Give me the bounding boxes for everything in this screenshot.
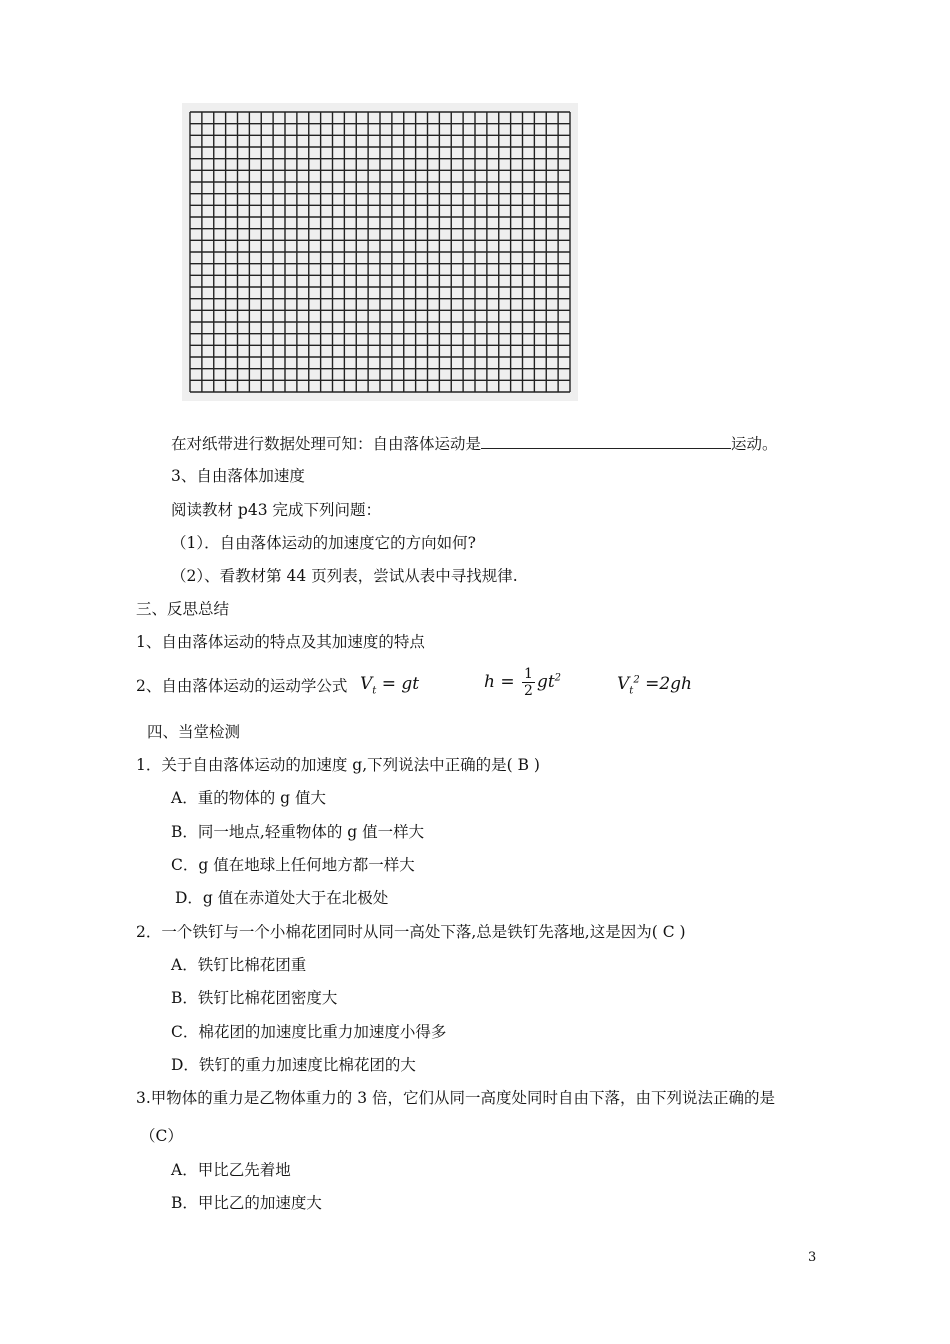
question-2-option-d: D．铁钉的重力加速度比棉花团的大 — [171, 1056, 416, 1074]
question-2-option-b: B．铁钉比棉花团密度大 — [171, 989, 338, 1007]
formula-1-sub: t — [372, 685, 377, 697]
formula-3-symbol: V — [617, 674, 630, 694]
section-3-question-1: （1）．自由落体运动的加速度它的方向如何? — [171, 534, 476, 552]
question-3-option-a: A．甲比乙先着地 — [171, 1161, 291, 1179]
conclusion-prefix: 在对纸带进行数据处理可知：自由落体运动是 — [171, 435, 482, 453]
answer-blank-2[interactable] — [631, 432, 731, 449]
formula-1-symbol: V — [360, 674, 373, 694]
question-2-stem: 2．一个铁钉与一个小棉花团同时从同一高处下落,总是铁钉先落地,这是因为( C ) — [136, 923, 686, 941]
question-1-stem: 1．关于自由落体运动的加速度 g,下列说法中正确的是( B ) — [136, 756, 540, 774]
formula-2-rhs: gt — [536, 672, 555, 692]
formula-2-exponent: 2 — [554, 672, 562, 684]
question-1-option-a: A．重的物体的 g 值大 — [171, 789, 326, 807]
check-title: 四、当堂检测 — [147, 723, 241, 741]
section-3-title: 3、自由落体加速度 — [171, 467, 305, 485]
question-3-option-b: B．甲比乙的加速度大 — [171, 1194, 322, 1212]
question-2-option-c: C．棉花团的加速度比重力加速度小得多 — [171, 1023, 447, 1041]
grid-lines — [188, 110, 572, 394]
reflect-title: 三、反思总结 — [136, 600, 230, 618]
formula-2-lhs: h = — [484, 672, 515, 692]
question-1-option-d: D．g 值在赤道处大于在北极处 — [175, 889, 389, 907]
formula-1-rhs: = gt — [381, 674, 420, 694]
conclusion-suffix: 运动。 — [731, 435, 778, 453]
section-3-question-2: （2）、看教材第 44 页列表，尝试从表中寻找规律. — [171, 567, 518, 585]
conclusion-line — [171, 432, 778, 454]
fraction-denominator: 2 — [524, 683, 533, 699]
formula-3-exponent: 2 — [633, 674, 640, 686]
formula-3-rhs: =2gh — [645, 674, 692, 694]
fraction-numerator: 1 — [524, 666, 533, 682]
reflect-item-2: 2、自由落体运动的运动学公式 — [136, 677, 348, 695]
formula-height — [484, 666, 561, 699]
question-1-option-c: C．g 值在地球上任何地方都一样大 — [171, 856, 415, 874]
page-number: 3 — [808, 1250, 817, 1265]
section-3-intro: 阅读教材 p43 完成下列问题： — [171, 501, 382, 519]
reflect-item-1: 1、自由落体运动的特点及其加速度的特点 — [136, 633, 425, 651]
question-3-answer: （C） — [140, 1127, 183, 1145]
question-3-stem: 3.甲物体的重力是乙物体重力的 3 倍，它们从同一高度处同时自由下落，由下列说法正确的是 — [136, 1089, 776, 1107]
formula-2-fraction — [522, 666, 535, 699]
formula-velocity — [360, 674, 419, 696]
question-1-option-b: B．同一地点,轻重物体的 g 值一样大 — [171, 823, 425, 841]
question-2-option-a: A．铁钉比棉花团重 — [171, 956, 307, 974]
formula-3-sub: t — [629, 685, 634, 697]
answer-blank-1[interactable] — [481, 432, 631, 449]
grid-paper-figure — [182, 103, 578, 401]
formula-velocity-squared — [617, 674, 692, 696]
